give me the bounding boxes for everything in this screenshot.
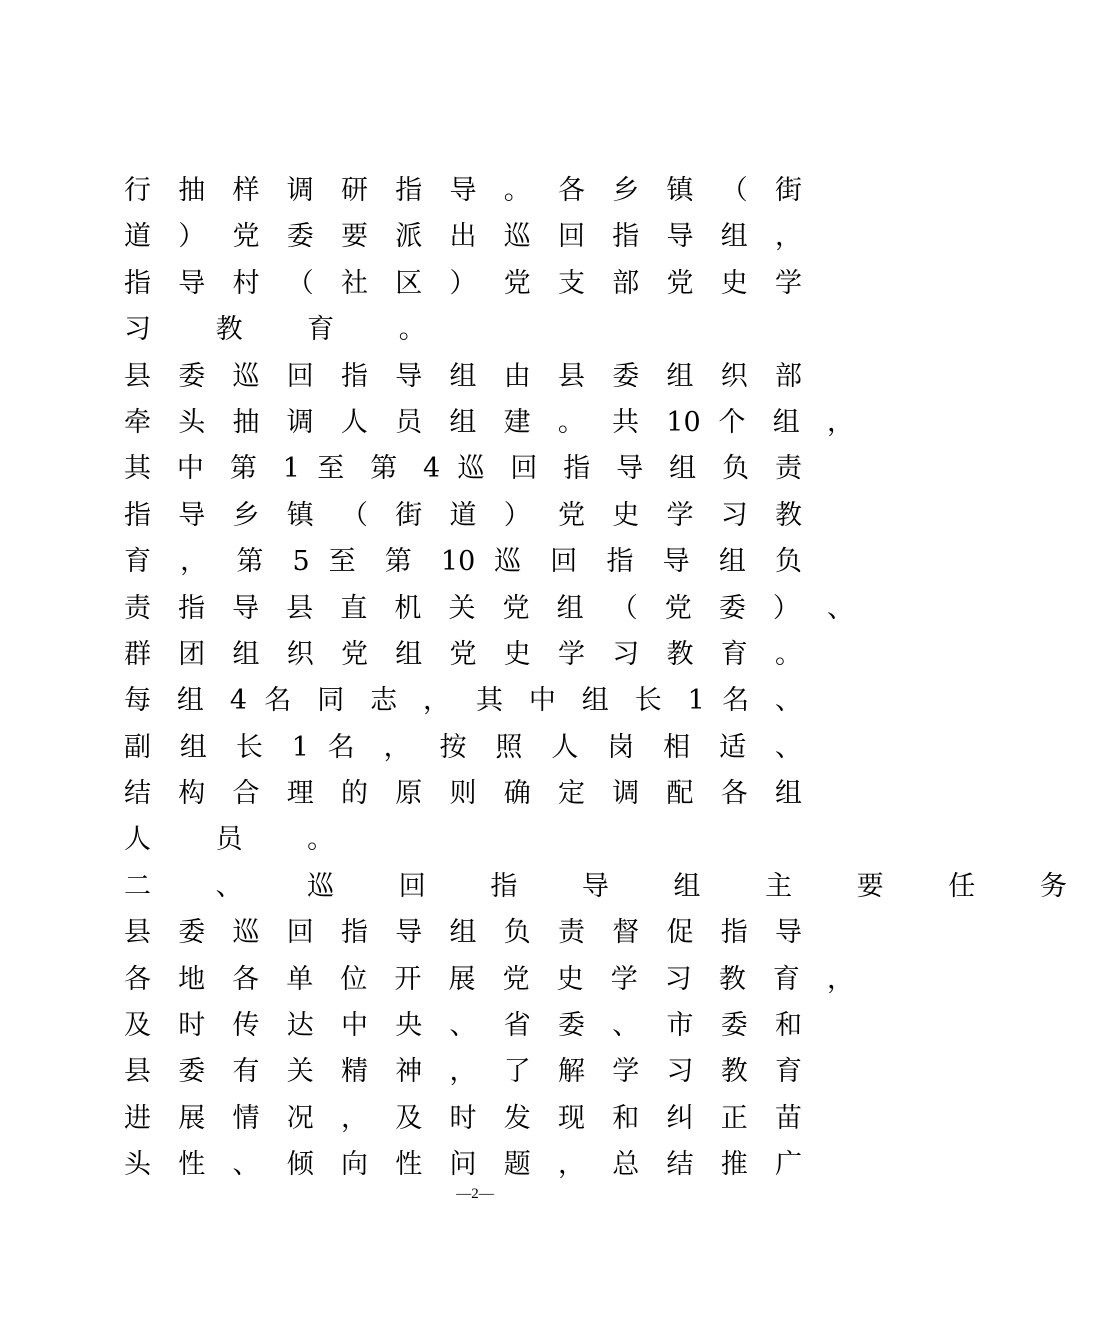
text-line-5: 县 委 巡 回 指 导 组 由 县 委 组 织 部 [124,360,802,392]
text-line-17: 县 委 巡 回 指 导 组 负 责 督 促 指 导 [124,917,802,949]
text-line-22: 头 性 、 倾 向 性 问 题 ， 总 结 推 广 [124,1149,802,1181]
text-line-18: 各 地 各 单 位 开 展 党 史 学 习 教 育 ， [124,963,854,995]
text-line-14: 结 构 合 理 的 原 则 确 定 调 配 各 组 [124,778,802,810]
text-line-11: 群 团 组 织 党 组 党 史 学 习 教 育 。 [124,638,802,670]
text-line-2: 道 ） 党 委 要 派 出 巡 回 指 导 组 ， [124,221,802,253]
text-line-4: 习 教 育 。 [124,314,454,346]
text-line-1: 行 抽 样 调 研 指 导 。 各 乡 镇 （ 街 [124,175,802,206]
text-line-6: 牵 头 抽 调 人 员 组 建 。 共 10 个 组 ， [124,406,854,438]
text-line-9: 育 ， 第 5 至 第 10 巡 回 指 导 组 负 [124,546,802,578]
text-line-19: 及 时 传 达 中 央 、 省 委 、 市 委 和 [124,1010,802,1042]
text-line-12: 每 组 4 名 同 志 ， 其 中 组 长 1 名 、 [124,685,802,717]
text-line-15: 人 员 。 [124,824,363,856]
page-number: —2— [456,1186,494,1202]
text-line-8: 指 导 乡 镇 （ 街 道 ） 党 史 学 习 教 [124,499,802,531]
text-line-7: 其 中 第 1 至 第 4 巡 回 指 导 组 负 责 [124,453,802,485]
text-line-10: 责 指 导 县 直 机 关 党 组 （ 党 委 ） 、 [124,592,854,624]
text-line-21: 进 展 情 况 ， 及 时 发 现 和 纠 正 苗 [124,1102,802,1134]
text-line-20: 县 委 有 关 精 神 ， 了 解 学 习 教 育 [124,1056,802,1088]
text-line-13: 副 组 长 1 名 ， 按 照 人 岗 相 适 、 [124,731,802,763]
text-line-3: 指 导 村 （ 社 区 ） 党 支 部 党 史 学 [124,267,802,299]
section-heading: 二 、 巡 回 指 导 组 主 要 任 务 [124,870,1095,902]
body-text [124,168,1095,1189]
